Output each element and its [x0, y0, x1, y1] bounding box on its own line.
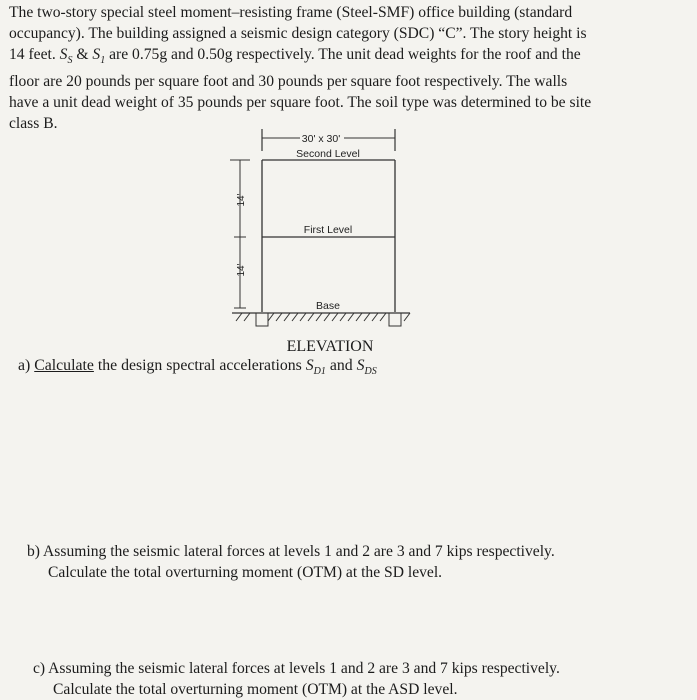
- s1-symbol: S: [92, 46, 101, 63]
- ss-symbol: S: [59, 46, 68, 63]
- lower-story-height: 14': [236, 263, 247, 277]
- dimension-label: 30' x 30': [301, 133, 341, 145]
- question-b-line2: Calculate the total overturning moment (OTM) at the SD level.: [48, 564, 443, 581]
- left-footing: [256, 313, 268, 326]
- question-b-label: b): [27, 543, 40, 560]
- question-c: [33, 658, 560, 700]
- intro-line-6: class B.: [9, 115, 58, 133]
- intro-line-3: 14 feet. $S_S$ & $S_1$ are 0.75g and 0.50g respectively. The unit dead weights for the roof and the: [9, 46, 581, 67]
- question-a-verb: Calculate: [34, 357, 94, 374]
- intro-line-5: have a unit dead weight of 35 pounds per square foot. The soil type was determined to be site: [9, 94, 592, 112]
- elevation-caption: ELEVATION: [286, 338, 374, 355]
- intro-line-2: occupancy). The building assigned a seismic design category (SDC) “C”. The story height is: [9, 25, 587, 42]
- base-label: Base: [316, 300, 340, 312]
- question-b-line1: Assuming the seismic lateral forces at levels 1 and 2 are 3 and 7 kips respectively.: [43, 543, 555, 560]
- second-level-label: Second Level: [296, 148, 360, 160]
- ground-hatching: [236, 313, 410, 321]
- question-c-label: c): [33, 660, 46, 677]
- first-level-label: First Level: [303, 224, 353, 236]
- question-a-label: a): [18, 357, 31, 374]
- question-b: [27, 541, 555, 583]
- question-c-line2: Calculate the total overturning moment (OTM) at the ASD level.: [53, 681, 458, 698]
- question-a: a) Calculate the design spectral accelerations $S_{D1}$ and $S_{DS}$: [18, 357, 377, 378]
- question-c-line1: Assuming the seismic lateral forces at levels 1 and 2 are 3 and 7 kips respectively.: [48, 660, 560, 677]
- upper-story-height: 14': [236, 193, 247, 207]
- right-footing: [389, 313, 401, 326]
- intro-line-1: The two-story special steel moment–resisting frame (Steel-SMF) office building (standard: [9, 4, 573, 21]
- intro-line-4: floor are 20 pounds per square foot and 30 pounds per square foot respectively. The walls: [9, 73, 568, 91]
